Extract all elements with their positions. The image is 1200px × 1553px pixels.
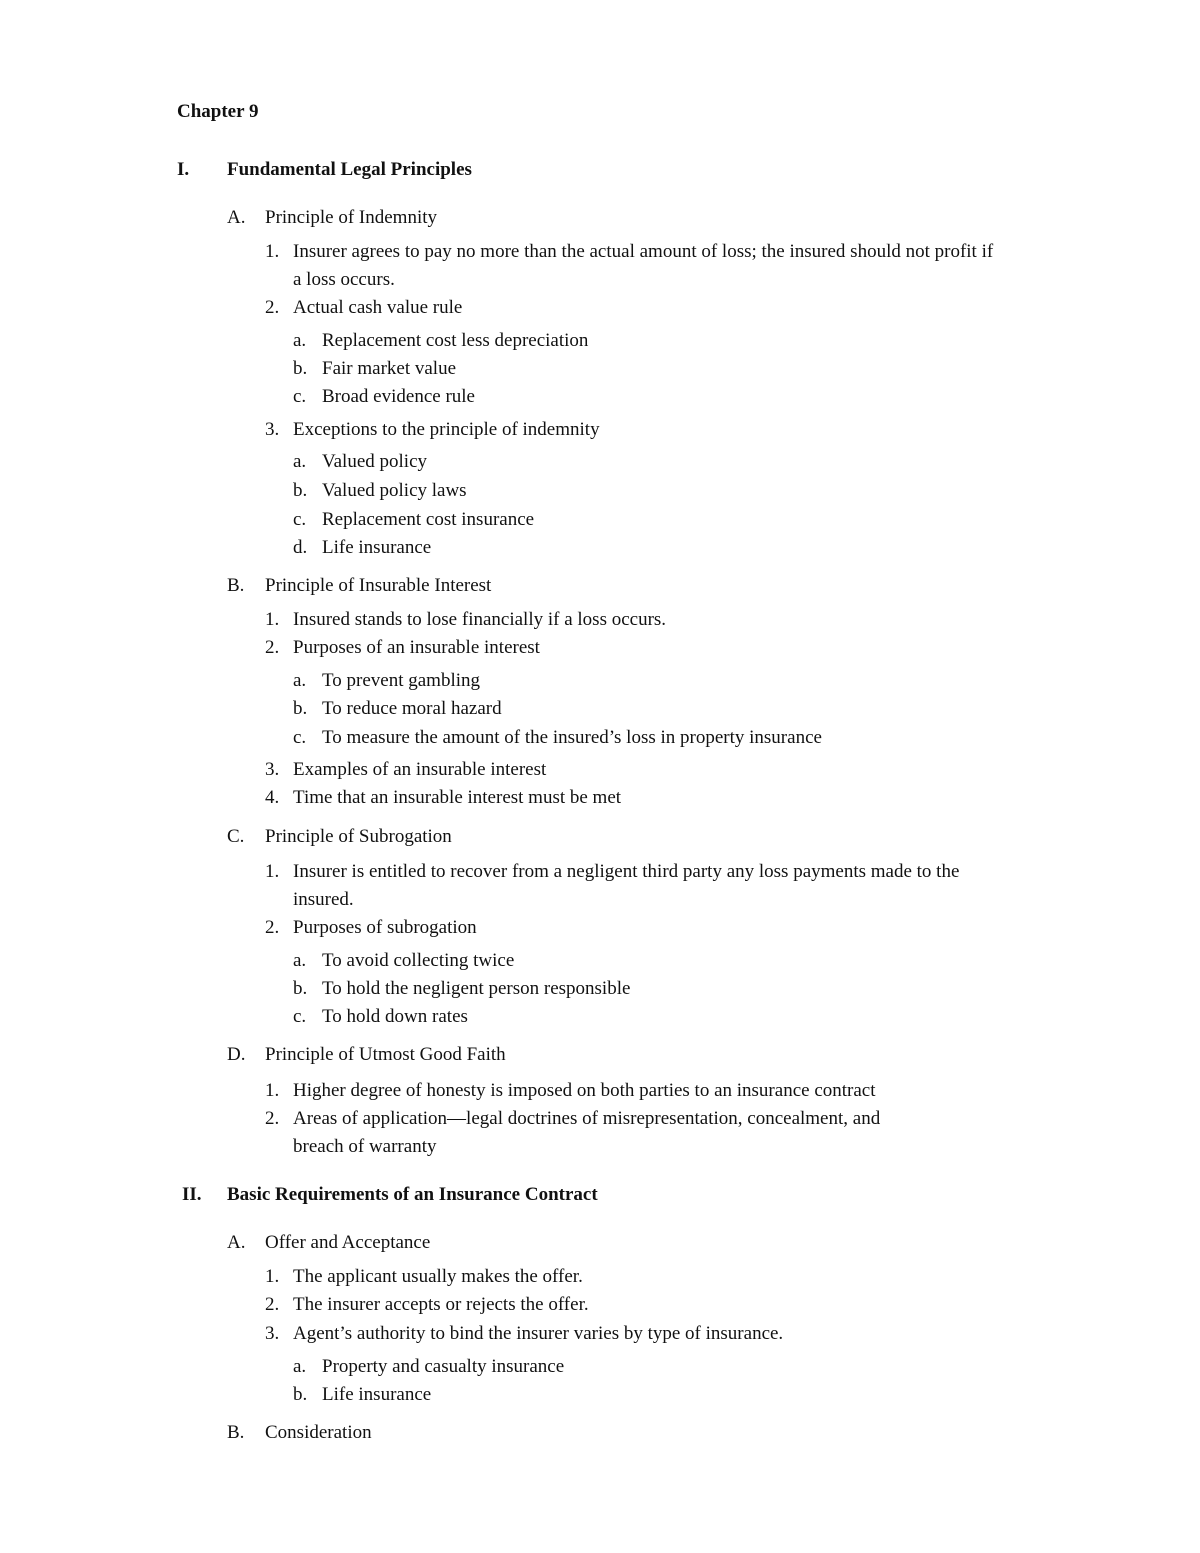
subitem-letter: c.	[293, 386, 307, 407]
item-number: 1.	[265, 1266, 280, 1287]
subitem-letter: b.	[293, 698, 308, 719]
subsection-letter: D.	[227, 1044, 246, 1065]
subitem-text: Fair market value	[322, 358, 457, 379]
section-numeral: I.	[177, 159, 190, 180]
item-text: Agent’s authority to bind the insurer varies by type of insurance.	[293, 1323, 784, 1344]
item-text-continuation: insured.	[293, 889, 354, 910]
subsection-letter: C.	[227, 826, 245, 847]
subitem-text: To hold the negligent person responsible	[322, 978, 631, 999]
item-text: Actual cash value rule	[293, 297, 463, 318]
subitem-letter: a.	[293, 950, 307, 971]
item-number: 3.	[265, 1323, 280, 1344]
item-number: 3.	[265, 759, 280, 780]
subsection-title: Principle of Indemnity	[265, 207, 438, 228]
item-text: Insured stands to lose financially if a loss occurs.	[293, 609, 667, 630]
subitem-letter: d.	[293, 537, 308, 558]
item-number: 2.	[265, 637, 280, 658]
item-text: The applicant usually makes the offer.	[293, 1266, 583, 1287]
subitem-letter: b.	[293, 1384, 308, 1405]
subsection-letter: A.	[227, 1232, 246, 1253]
item-text: Time that an insurable interest must be met	[293, 787, 622, 808]
subitem-letter: b.	[293, 358, 308, 379]
item-text: Purposes of subrogation	[293, 917, 477, 938]
item-number: 1.	[265, 1080, 280, 1101]
subitem-letter: a.	[293, 330, 307, 351]
subsection-title: Principle of Insurable Interest	[265, 575, 492, 596]
subitem-letter: c.	[293, 509, 307, 530]
item-number: 2.	[265, 917, 280, 938]
subitem-letter: c.	[293, 1006, 307, 1027]
chapter-title: Chapter 9	[177, 101, 259, 122]
subsection-title: Offer and Acceptance	[265, 1232, 431, 1253]
subitem-text: Life insurance	[322, 1384, 432, 1405]
subsection-letter: B.	[227, 575, 245, 596]
subitem-text: Property and casualty insurance	[322, 1356, 565, 1377]
item-number: 3.	[265, 419, 280, 440]
item-number: 4.	[265, 787, 280, 808]
subitem-text: To hold down rates	[322, 1006, 468, 1027]
subsection-letter: B.	[227, 1422, 245, 1443]
subitem-letter: b.	[293, 480, 308, 501]
subitem-text: Replacement cost insurance	[322, 509, 535, 530]
subitem-text: To reduce moral hazard	[322, 698, 502, 719]
subitem-text: To avoid collecting twice	[322, 950, 515, 971]
subitem-letter: a.	[293, 451, 307, 472]
subitem-text: Life insurance	[322, 537, 432, 558]
subitem-letter: b.	[293, 978, 308, 999]
item-text: Higher degree of honesty is imposed on both parties to an insurance contract	[293, 1080, 876, 1101]
section-numeral: II.	[182, 1184, 202, 1205]
item-text-continuation: breach of warranty	[293, 1136, 437, 1157]
item-number: 2.	[265, 297, 280, 318]
item-number: 2.	[265, 1294, 280, 1315]
subitem-text: Valued policy	[322, 451, 428, 472]
item-text: Areas of application—legal doctrines of misrepresentation, concealment, and	[293, 1108, 881, 1129]
subitem-text: Valued policy laws	[322, 480, 467, 501]
subitem-letter: a.	[293, 1356, 307, 1377]
item-text: The insurer accepts or rejects the offer.	[293, 1294, 589, 1315]
item-text: Exceptions to the principle of indemnity	[293, 419, 600, 440]
subsection-title: Principle of Utmost Good Faith	[265, 1044, 506, 1065]
subsection-title: Principle of Subrogation	[265, 826, 452, 847]
item-text-continuation: a loss occurs.	[293, 269, 395, 290]
subsection-title: Consideration	[265, 1422, 372, 1443]
item-text: Purposes of an insurable interest	[293, 637, 540, 658]
item-number: 1.	[265, 861, 280, 882]
subitem-letter: c.	[293, 727, 307, 748]
item-number: 1.	[265, 241, 280, 262]
subitem-letter: a.	[293, 670, 307, 691]
item-text: Insurer is entitled to recover from a negligent third party any loss payments made to the	[293, 861, 960, 882]
item-text: Examples of an insurable interest	[293, 759, 547, 780]
item-text: Insurer agrees to pay no more than the actual amount of loss; the insured should not profit if	[293, 241, 994, 262]
subitem-text: Replacement cost less depreciation	[322, 330, 589, 351]
subitem-text: Broad evidence rule	[322, 386, 475, 407]
item-number: 1.	[265, 609, 280, 630]
item-number: 2.	[265, 1108, 280, 1129]
subsection-letter: A.	[227, 207, 246, 228]
section-heading: Fundamental Legal Principles	[227, 159, 472, 180]
section-heading: Basic Requirements of an Insurance Contract	[227, 1184, 598, 1205]
subitem-text: To prevent gambling	[322, 670, 481, 691]
subitem-text: To measure the amount of the insured’s loss in property insurance	[322, 727, 822, 748]
